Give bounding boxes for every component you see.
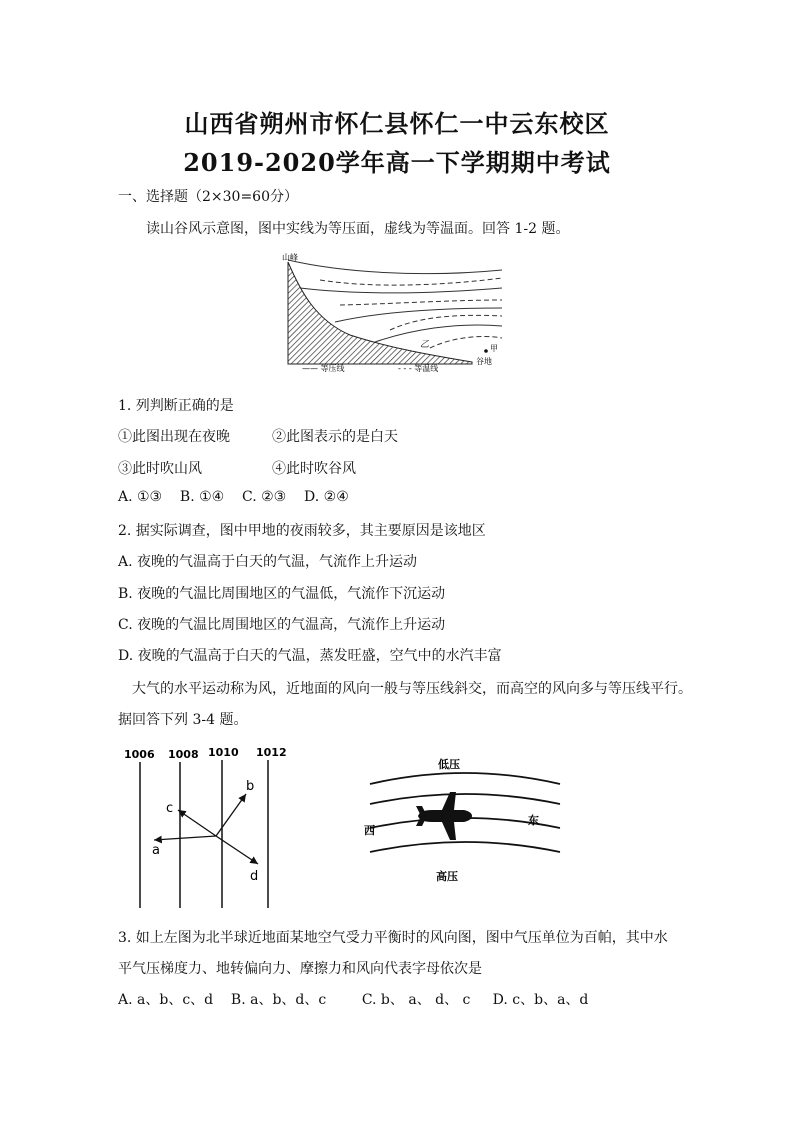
q2-option-c: C. 夜晚的气温比周围地区的气温高，气流作上升运动 bbox=[118, 617, 446, 633]
arrow-label-c: c bbox=[166, 801, 174, 816]
legend-isotherm: - - - 等温线 bbox=[398, 364, 439, 373]
isobar-label-1010: 1010 bbox=[208, 746, 239, 759]
q3-choices: A. a、b、c、d B. a、b、d、c C. b、 a、 d、 c D. c、b、a、d bbox=[118, 992, 589, 1008]
isobar-label-1008: 1008 bbox=[168, 748, 199, 761]
q1-statement-3: ③此时吹山风 bbox=[118, 461, 202, 477]
intro-q3-4-line1: 大气的水平运动称为风，近地面的风向一般与等压线斜交，而高空的风向多与等压线平行。 bbox=[132, 681, 692, 697]
page-subtitle: 2019-2020学年高一下学期期中考试 bbox=[183, 148, 611, 177]
mountain-valley-figure bbox=[280, 250, 510, 375]
q1-statement-2: ②此图表示的是白天 bbox=[272, 429, 398, 445]
section-heading: 一、选择题（2×30=60分） bbox=[118, 189, 298, 205]
q3-stem-line2: 平气压梯度力、地转偏向力、摩擦力和风向代表字母依次是 bbox=[118, 961, 482, 977]
isobar-label-1012: 1012 bbox=[256, 746, 287, 759]
q1-statement-4: ④此时吹谷风 bbox=[272, 461, 356, 477]
q2-option-d: D. 夜晚的气温高于白天的气温，蒸发旺盛，空气中的水汽丰富 bbox=[118, 648, 502, 664]
q1-stem: 1. 列判断正确的是 bbox=[118, 398, 234, 414]
q2-stem: 2. 据实际调查，图中甲地的夜雨较多，其主要原因是该地区 bbox=[118, 523, 486, 539]
q1-choices: A. ①③ B. ①④ C. ②③ D. ②④ bbox=[118, 489, 349, 505]
isobar-label-1006: 1006 bbox=[124, 748, 155, 761]
airplane-isobar-figure bbox=[360, 752, 570, 892]
label-jia: 甲 bbox=[490, 344, 498, 353]
label-east: 东 bbox=[528, 814, 539, 827]
q3-stem-line1: 3. 如上左图为北半球近地面某地空气受力平衡时的风向图，图中气压单位为百帕，其中水 bbox=[118, 930, 668, 946]
isobar-force-figure bbox=[118, 742, 298, 912]
arrow-label-a: a bbox=[152, 843, 160, 858]
intro-q1-2: 读山谷风示意图，图中实线为等压面，虚线为等温面。回答 1-2 题。 bbox=[146, 221, 570, 237]
label-low-pressure: 低压 bbox=[438, 758, 460, 771]
q1-statement-1: ①此图出现在夜晚 bbox=[118, 429, 230, 445]
label-peak: 山峰 bbox=[282, 253, 298, 262]
arrow-label-b: b bbox=[246, 779, 255, 794]
arrow-label-d: d bbox=[250, 869, 259, 884]
page-title: 山西省朔州市怀仁县怀仁一中云东校区 bbox=[184, 109, 610, 138]
intro-q3-4-line2: 据回答下列 3-4 题。 bbox=[118, 712, 248, 728]
label-yi: 乙 bbox=[420, 340, 430, 350]
label-high-pressure: 高压 bbox=[436, 870, 458, 883]
airplane-icon bbox=[416, 792, 472, 840]
label-valley: 谷地 bbox=[476, 357, 492, 366]
point-jia bbox=[484, 349, 488, 353]
label-west: 西 bbox=[364, 824, 375, 837]
q2-option-a: A. 夜晚的气温高于白天的气温，气流作上升运动 bbox=[118, 554, 418, 570]
legend-isobar: —— 等压线 bbox=[302, 364, 345, 373]
q2-option-b: B. 夜晚的气温比周围地区的气温低，气流作下沉运动 bbox=[118, 586, 446, 602]
